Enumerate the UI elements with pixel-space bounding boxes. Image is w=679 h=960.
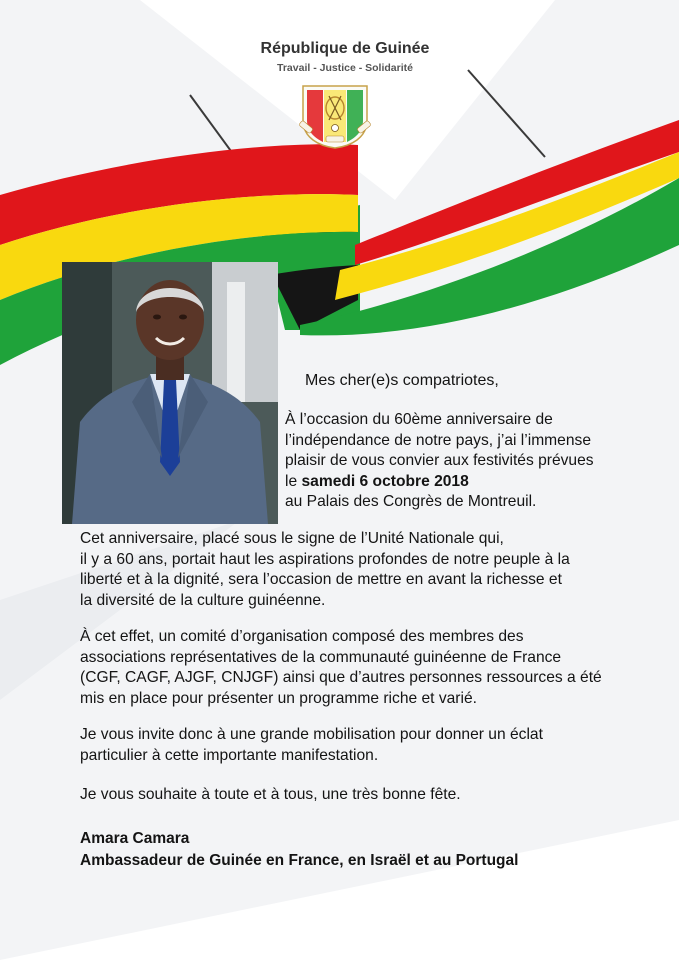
- date-prefix: le: [285, 472, 302, 490]
- text-line: particulier à cette importante manifestation.: [80, 746, 379, 764]
- paragraph-invitation: [80, 725, 678, 766]
- intro-paragraph: [285, 410, 675, 513]
- intro-line: plaisir de vous convier aux festivités prévues: [285, 452, 594, 469]
- date-line: [285, 472, 675, 493]
- header-country: République de Guinée: [260, 40, 430, 57]
- intro-line: l’indépendance de notre pays, j’ai l’immense: [285, 431, 591, 449]
- text-line: Je vous invite donc à une grande mobilisation pour donner un éclat: [80, 726, 543, 743]
- text-line: mis en place pour présenter un programme riche et varié.: [80, 689, 477, 707]
- text-line: il y a 60 ans, portait haut les aspirations profondes de notre peuple à la: [80, 550, 570, 568]
- text-line: associations représentatives de la communauté guinéenne de France: [80, 648, 562, 666]
- signatory-title: Ambassadeur de Guinée en France, en Israël et au Portugal: [80, 852, 519, 869]
- venue-line: au Palais des Congrès de Montreuil.: [285, 493, 537, 510]
- text-line: À cet effet, un comité d’organisation composé des membres des: [80, 628, 524, 645]
- paragraph-committee: [80, 627, 678, 709]
- event-date: samedi 6 octobre 2018: [301, 472, 469, 490]
- text-line: (CGF, CAGF, AJGF, CNJGF) ainsi que d’autres personnes ressources a été: [80, 669, 602, 686]
- text-line: liberté et à la dignité, sera l’occasion de mettre en avant la richesse et: [80, 571, 562, 588]
- ambassador-photo: [62, 262, 278, 524]
- text-line: Cet anniversaire, placé sous le signe de l’Unité Nationale qui,: [80, 530, 504, 547]
- paragraph-anniversary: [80, 529, 678, 611]
- intro-line: À l’occasion du 60ème anniversaire de: [285, 411, 553, 428]
- signature-block: [80, 828, 518, 872]
- greeting: Mes cher(e)s compatriotes,: [305, 372, 499, 389]
- signatory-name: Amara Camara: [80, 830, 190, 847]
- text-line: la diversité de la culture guinéenne.: [80, 591, 326, 609]
- header-motto: Travail - Justice - Solidarité: [277, 62, 413, 74]
- paragraph-wishes: Je vous souhaite à toute et à tous, une très bonne fête.: [80, 786, 461, 803]
